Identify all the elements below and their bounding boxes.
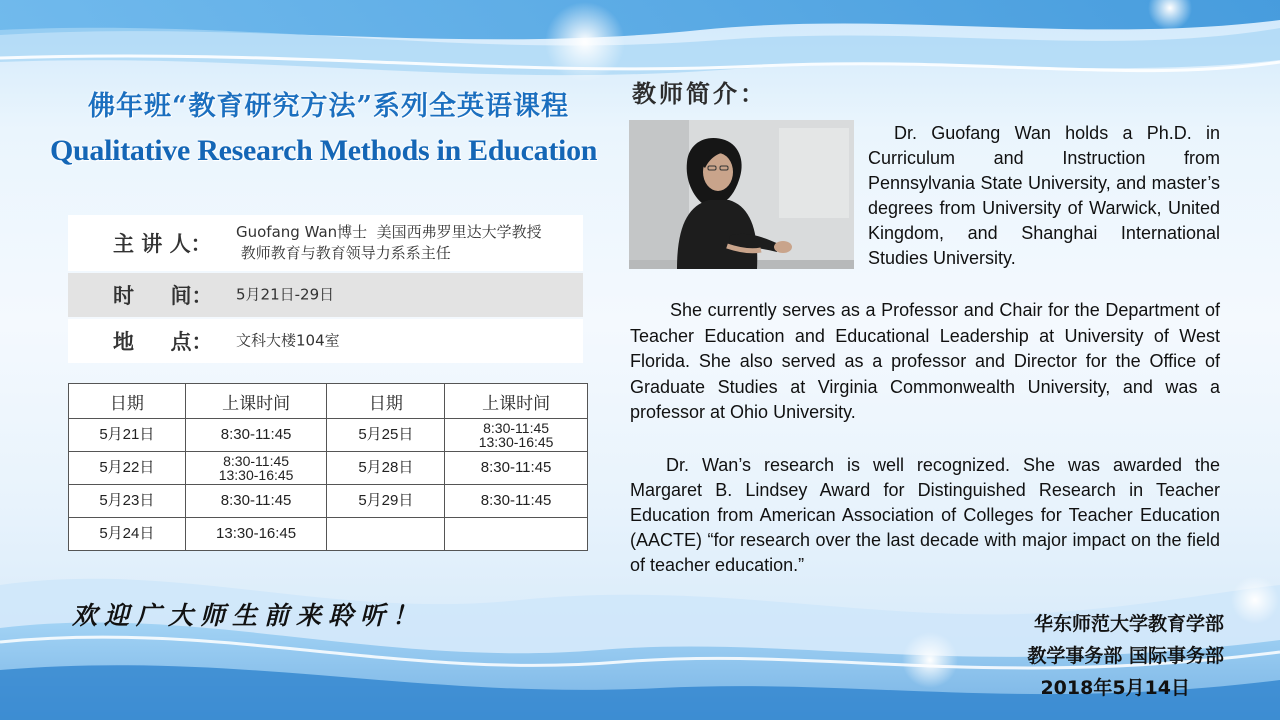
organizer-line-1: 华东师范大学教育学部 [1033,613,1224,635]
time-cell: 8:30-11:45 [445,452,588,485]
time-cell [445,518,588,551]
date-cell: 5月21日 [69,419,186,452]
table-row [69,518,588,551]
schedule-table [68,383,588,551]
place-label: 地 点： [113,330,213,354]
header-date-1: 日期 [69,384,186,419]
date-cell [327,518,445,551]
table-row [69,485,588,518]
date-cell: 5月25日 [327,419,445,452]
course-title-cn: 佛年班“教育研究方法”系列全英语课程 [88,91,570,122]
time-cell: 8:30-11:45 13:30-16:45 [445,419,588,452]
table-row [69,419,588,452]
organizer-line-2: 教学事务部 国际事务部 [1027,645,1224,667]
date-cell: 5月23日 [69,485,186,518]
bio-paragraph-2: She currently serves as a Professor and Chair for the Department of Teacher Education and Educational Leadership at University of West Florida. She also served as a professor and Director for the Office of Graduate Studies at Virginia Commonwealth University, and was a professor at Ohio University. [630,300,1220,422]
notice-date: 2018年5月14日 [1040,677,1190,699]
course-title-en: Qualitative Research Methods in Education [50,134,598,167]
header-date-2: 日期 [327,384,445,419]
date-cell: 5月22日 [69,452,186,485]
time-cell: 8:30-11:45 13:30-16:45 [185,452,327,485]
date-cell: 5月24日 [69,518,186,551]
time-cell: 8:30-11:45 [185,485,327,518]
bio-paragraph-3: Dr. Wan’s research is well recognized. She was awarded the Margaret B. Lindsey Award for Distinguished Research in Teacher Education from American Association of Colleges for Teacher Education (AACTE) “for research over the last decade with major impact on the field of teacher education.” [630,455,1220,575]
speaker-photo [629,120,854,269]
place-value: 文科大楼104室 [236,331,340,350]
time-cell: 8:30-11:45 [445,485,588,518]
welcome-message: 欢迎广大师生前来聆听！ [72,601,425,630]
header-time-2: 上课时间 [445,384,588,419]
bio-paragraph-1: Dr. Guofang Wan holds a Ph.D. in Curriculum and Instruction from Pennsylvania State University, and master’s degrees from University of Warwick, United Kingdom, and Shanghai International Studies University. [868,123,1220,268]
header-time-1: 上课时间 [185,384,327,419]
table-row [69,452,588,485]
speaker-row [68,215,583,271]
place-row [68,319,583,363]
date-cell: 5月29日 [327,485,445,518]
bio-section-title: 教师简介： [632,80,767,108]
speaker-label: 主 讲 人： [113,232,212,256]
time-label: 时 间： [113,284,213,308]
time-cell: 8:30-11:45 [185,419,327,452]
speaker-value: Guofang Wan博士 美国西弗罗里达大学教授 教师教育与教育领导力系系主任 [236,223,542,262]
time-row [68,273,583,317]
table-header-row [69,384,588,419]
time-cell: 13:30-16:45 [185,518,327,551]
time-value: 5月21日-29日 [236,285,335,304]
date-cell: 5月28日 [327,452,445,485]
